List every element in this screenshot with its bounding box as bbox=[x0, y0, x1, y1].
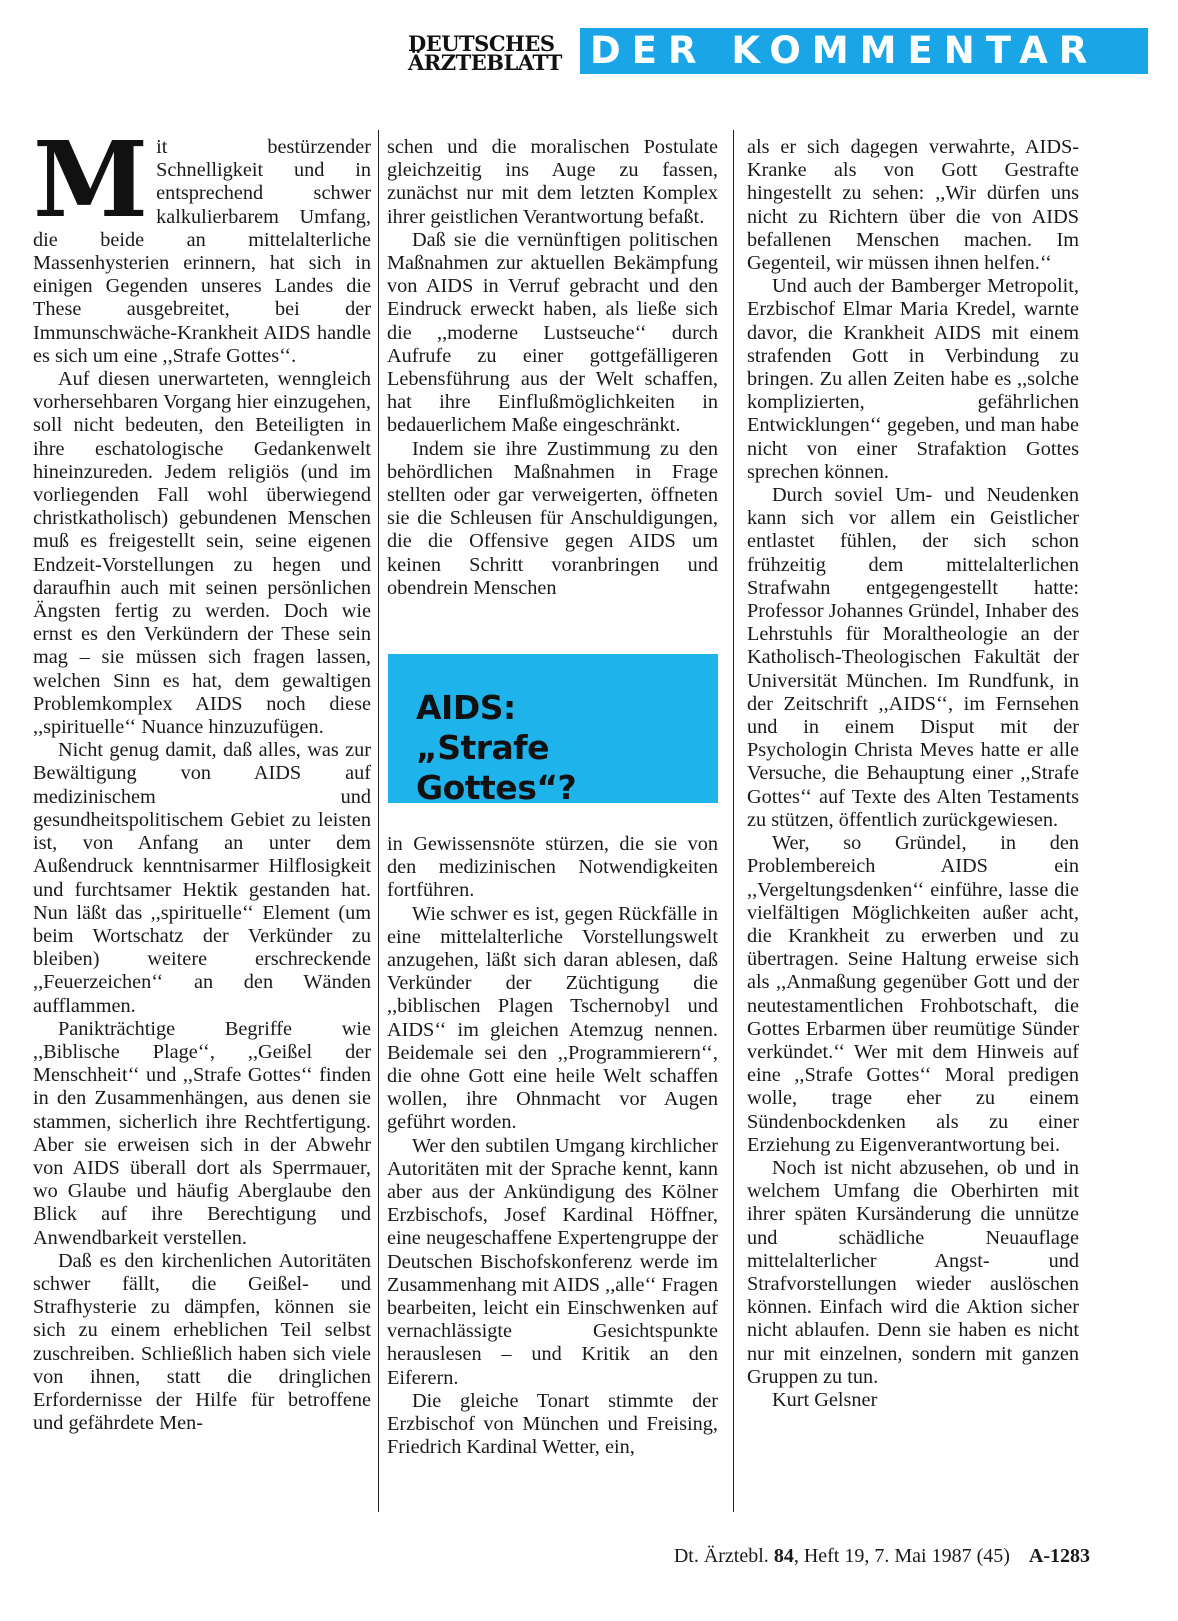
paragraph: Indem sie ihre Zustimmung zu den behördlichen Maßnahmen in Frage stellten oder gar verweigerten, öffneten sie die Schleusen für Anschuldigungen, die die Offensive gegen AIDS um keinen Schritt voranbringen und obendrein Menschen bbox=[387, 437, 718, 599]
brand-line-2: ÄRZTEBLATT bbox=[408, 50, 562, 75]
article-column-2-bottom bbox=[387, 833, 718, 1459]
article-column-1 bbox=[33, 118, 371, 1435]
paragraph: Auf diesen unerwarteten, wenngleich vorhersehbaren Vorgang hier einzugehen, soll nicht bedeuten, den Beteiligten in ihre eschatologische Gedankenwelt hineinzureden. Jedem religiös (und im vorliegenden Fall wohl überwiegend christkatholisch) gebundenen Menschen muß es freigestellt sein, seine eigenen Endzeit-Vorstellungen zu hegen und daraufhin auch mit seinen persönlichen Ängsten fertig zu werden. Doch wie ernst es den Verkündern der These sein mag – sie müssen sich fragen lassen, welchen Sinn es hat, dem gewaltigen Problemkomplex AIDS noch diese ,,spirituelle‘‘ Nuance hinzuzufügen. bbox=[33, 368, 371, 739]
volume-number: 84 bbox=[773, 1545, 794, 1567]
paragraph: Nicht genug damit, daß alles, was zur Bewältigung von AIDS auf medizinischem und gesundheitspolitischem Gebiet zu leisten ist, von Anfang an unter dem Außendruck kenntnisarmer Hilflosigkeit und furchtsamer Hektik gestanden hat. Nun läßt das ,,spirituelle‘‘ Element (um beim Wortschatz der Verkünder zu bleiben) weitere erschreckende ,,Feuerzeichen‘‘ an den Wänden aufflammen. bbox=[33, 739, 371, 1017]
paragraph: Durch soviel Um- und Neudenken kann sich vor allem ein Geistlicher entlastet fühlen, der sich schon frühzeitig dem mittelalterlichen Strafwahn entgegengestellt hatte: Professor Johannes Gründel, Inhaber des Lehrstuhls für Moraltheologie an der Katholisch-Theologischen Fakultät der Universität München. Im Rundfunk, in der Zeitschrift ,,AIDS‘‘, im Fernsehen und in einem Disput mit der Psychologin Christa Meves hatte er alle Versuche, die Behauptung einer ,,Strafe Gottes‘‘ auf Texte des Alten Testaments zu stützen, öffentlich zurückgewiesen. bbox=[747, 484, 1079, 831]
issue-date: , Heft 19, 7. Mai 1987 (45) bbox=[793, 1545, 1010, 1567]
drop-cap: M bbox=[33, 118, 149, 241]
section-banner bbox=[580, 28, 1148, 74]
paragraph: Panikträchtige Begriffe wie ,,Biblische Plage‘‘, ,,Geißel der Menschheit‘‘ und ,,Strafe Gottes‘‘ finden in den Zusammenhängen, aus denen sie stammen, sicherlich ihre Rechtfertigung. Aber sie erweisen sich in der Abwehr von AIDS überall dort als Sperrmauer, wo Glaube und häufig Aberglaube den Blick auf ihre Berechtigung und Anwendbarkeit verstellen. bbox=[33, 1017, 371, 1249]
paragraph: Daß es den kirchenlichen Autoritäten schwer fällt, die Geißel- und Strafhysterie zu dämpfen, können sie sich zu einem erheblichen Teil selbst zuschreiben. Schließlich haben sich viele von ihnen, statt die dringlichen Erfordernisse der Hilfe für betroffene und gefährdete Men- bbox=[33, 1249, 371, 1435]
paragraph bbox=[33, 118, 371, 368]
paragraph: Daß sie die vernünftigen politischen Maßnahmen zur aktuellen Bekämpfung von AIDS in Verruf gebracht und den Eindruck erweckt haben, als ließe sich die ,,moderne Lustseuche‘‘ durch Aufrufe zu einer gottgefälligeren Lebensführung aus der Welt schaffen, hat ihre Einflußmöglichkeiten in bedauerlichem Maße eingeschränkt. bbox=[387, 228, 718, 437]
article-column-3 bbox=[747, 136, 1079, 1412]
paragraph: Die gleiche Tonart stimmte der Erzbischof von München und Freising, Friedrich Kardinal Wetter, ein, bbox=[387, 1389, 718, 1459]
column-divider bbox=[733, 130, 734, 1512]
pull-quote-title bbox=[416, 688, 718, 808]
paragraph: Noch ist nicht abzusehen, ob und in welchem Umfang die Oberhirten mit ihrer späten Kursänderung die unnütze und schädliche Neuauflage mittelalterlicher Angst- und Strafvorstellungen wieder auslöschen können. Einfach wird die Aktion sicher nicht ablaufen. Denn sie haben es nicht nur mit einzelnen, sondern mit ganzen Gruppen zu tun. bbox=[747, 1156, 1079, 1388]
paragraph: als er sich dagegen verwahrte, AIDS-Kranke als von Gott Gestrafte hingestellt zu sehen: ,,Wir dürfen uns nicht zu Richtern über die von AIDS befallenen Menschen machen. Im Gegenteil, wir müssen ihnen helfen.‘‘ bbox=[747, 136, 1079, 275]
paragraph: schen und die moralischen Postulate gleichzeitig ins Auge zu fassen, zunächst nur mit dem letzten Komplex ihrer geistlichen Verantwortung befaßt. bbox=[387, 136, 718, 228]
pull-quote-line-1: AIDS: bbox=[416, 688, 516, 727]
pull-quote-box bbox=[388, 654, 718, 807]
article-column-2-top bbox=[387, 136, 718, 600]
masthead bbox=[408, 28, 1148, 84]
paragraph: Wie schwer es ist, gegen Rückfälle in eine mittelalterliche Vorstellungswelt anzugehen, läßt sich daran ablesen, daß Verkünder der Züchtigung die ,,biblischen Plagen Tschernobyl und AIDS‘‘ im gleichen Atemzug nennen. Beidemale sei den ,,Programmierern‘‘, die ohne Gott eine heile Welt schaffen wollen, ihre Ohnmacht vor Augen geführt worden. bbox=[387, 902, 718, 1134]
pull-quote-line-2: „Strafe Gottes“? bbox=[416, 728, 577, 807]
paragraph: Wer, so Gründel, in den Problembereich AIDS ein ,,Vergeltungsdenken‘‘ einführe, lasse die vielfältigen Möglichkeiten außer acht, die Krankheit zu erwerben und zu übertragen. Seine Haltung erweise sich als ,,Anmaßung gegenüber Gott und der neutestamentlichen Frohbotschaft, die Gottes Erbarmen über reumütige Sünder verkündet.‘‘ Wer mit dem Hinweis auf eine ,,Strafe Gottes‘‘ Moral predigen wolle, trage eher zu einem Sündenbockdenken als zu einer Erziehung zu Eigenverantwortung bei. bbox=[747, 832, 1079, 1156]
journal-brand bbox=[408, 31, 576, 75]
section-title: DER KOMMENTAR bbox=[590, 29, 1099, 72]
paragraph-text: it bestürzender Schnelligkeit und in entsprechend schwer kalkulierbarem Umfang, die beide an mittelalterliche Massenhysterien erinnern, hat sich in einigen Gegenden unseres Landes die These ausgebreitet, bei der Immunschwäche-Krankheit AIDS handle es sich um eine ,,Strafe Gottes‘‘. bbox=[33, 136, 371, 367]
column-divider bbox=[378, 130, 379, 1512]
paragraph: Wer den subtilen Umgang kirchlicher Autoritäten mit der Sprache kennt, kann aber aus der Ankündigung des Kölner Erzbischofs, Josef Kardinal Höffner, eine neugeschaffene Expertengruppe der Deutschen Bischofskonferenz werde im Zusammenhang mit AIDS ,,alle‘‘ Fragen bearbeiten, leicht ein Einschwenken auf vernachlässigte Gesichtspunkte herauslesen – und Kritik an den Eiferern. bbox=[387, 1134, 718, 1389]
paragraph: in Gewissensnöte stürzen, die sie von den medizinischen Notwendigkeiten fortführen. bbox=[387, 833, 718, 902]
page-footer bbox=[620, 1544, 1090, 1568]
journal-abbrev: Dt. Ärztebl. bbox=[673, 1545, 769, 1567]
brand-line-1: DEUTSCHES bbox=[408, 31, 555, 56]
page-number: A-1283 bbox=[1028, 1545, 1090, 1567]
paragraph: Und auch der Bamberger Metropolit, Erzbischof Elmar Maria Kredel, warnte davor, die Krankheit AIDS mit einem strafenden Gott in Verbindung zu bringen. Zu allen Zeiten habe es ,,solche komplizierten, gefährlichen Entwicklungen‘‘ gegeben, und man habe nicht von einer Strafaktion Gottes sprechen können. bbox=[747, 275, 1079, 483]
author-name: Kurt Gelsner bbox=[772, 1388, 878, 1411]
